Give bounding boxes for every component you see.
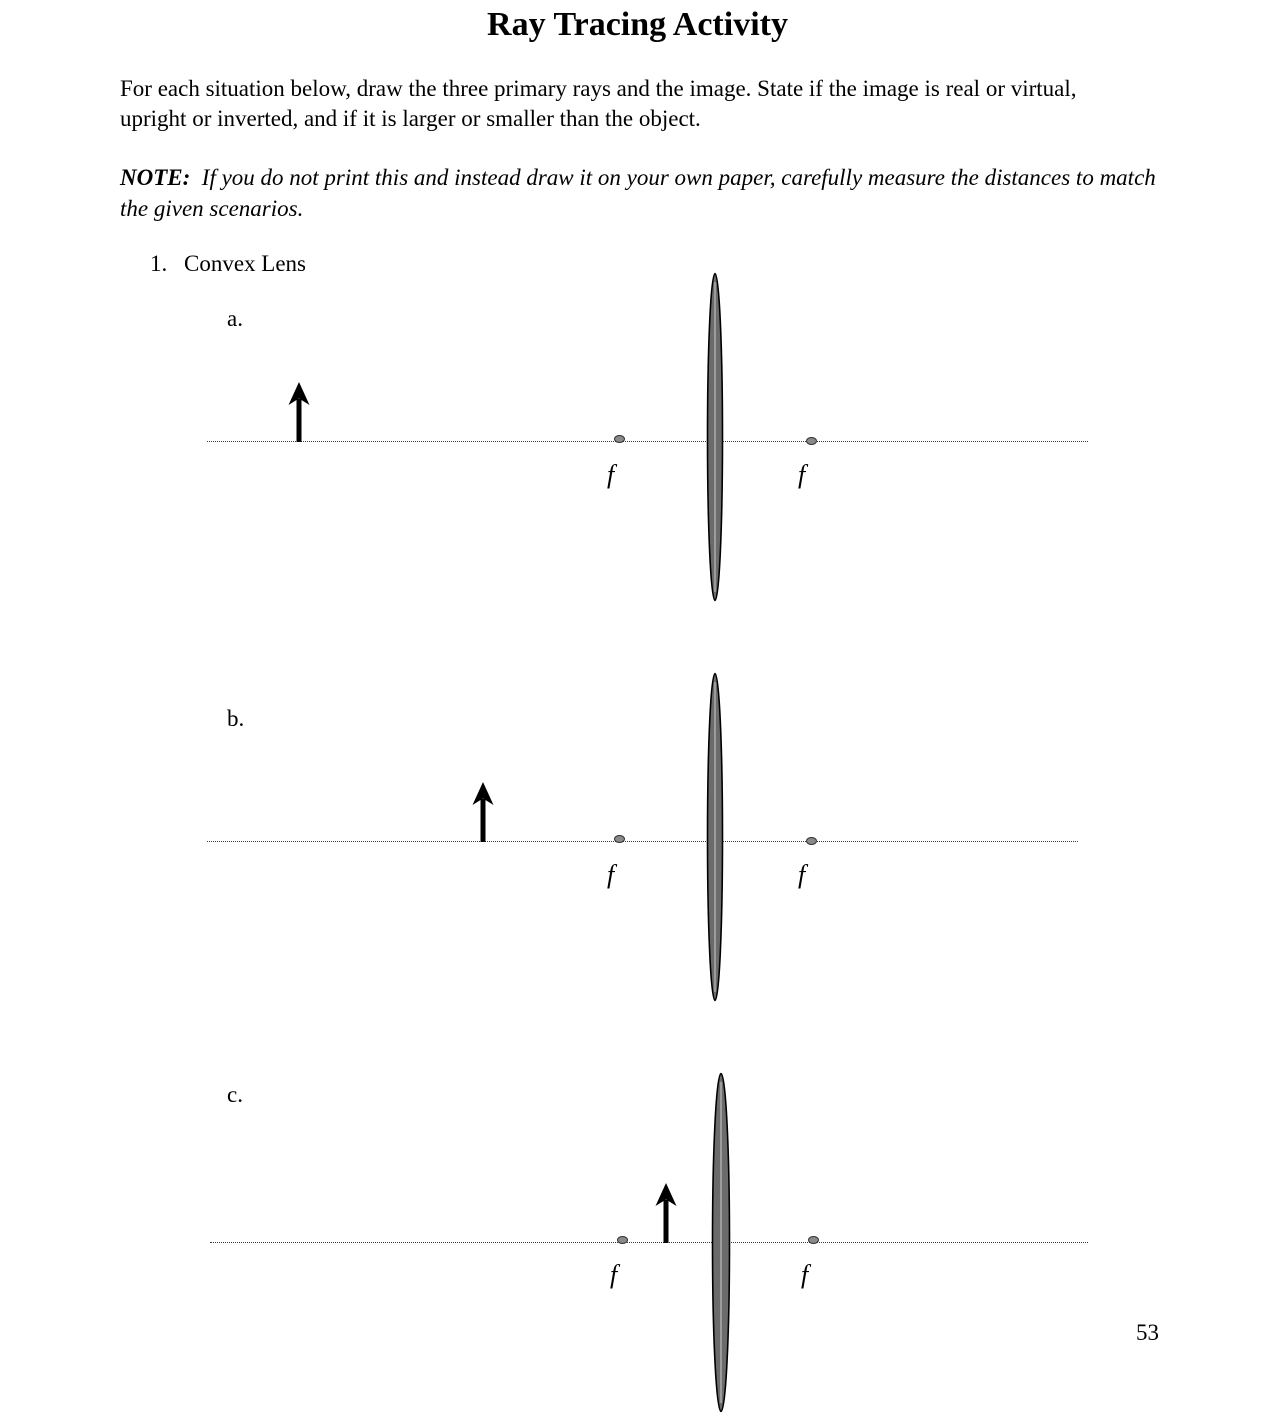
diagram-c-object-arrow [652,1183,680,1248]
diagram-b-focal-point-left [614,835,625,843]
diagram-c-label: c. [227,1082,243,1107]
diagram-a-object-arrow [285,382,313,447]
diagram-a-convex-lens [706,272,724,607]
diagram-c-axis [210,1242,1088,1243]
note-label: NOTE: [120,165,191,190]
diagram-b-object-arrow [469,782,497,847]
diagram-c-focal-point-right [808,1236,819,1244]
diagram-a-focal-label-right: f [798,460,806,489]
diagram-c-focal-label-right: f [801,1260,809,1289]
list-item-convex-lens [150,251,306,277]
intro-text: For each situation below, draw the three primary rays and the image. State if the image is real or virtual, upright or inverted, and if it is larger or smaller than the object. [120,76,1077,132]
diagram-b-focal-point-right [806,837,817,845]
convex-lens-icon [711,1072,731,1413]
diagram-a-focal-label-left: f [607,460,615,489]
up-arrow-icon [285,382,313,442]
up-arrow-icon [652,1183,680,1243]
page-title: Ray Tracing Activity [487,6,788,43]
note-paragraph [120,162,1185,224]
convex-lens-icon [706,672,724,1002]
diagram-c-focal-point-left [617,1236,628,1244]
diagram-a-axis [207,441,1088,442]
item-title: Convex Lens [184,251,307,276]
diagram-a-label: a. [227,306,243,331]
diagram-b-label: b. [227,706,245,731]
convex-lens-icon [706,272,724,602]
item-number: 1. [150,251,168,276]
note-body: If you do not print this and instead draw it on your own paper, carefully measure the distances to match the given scenarios. [120,165,1156,222]
diagram-c-focal-label-left: f [610,1260,618,1289]
page-number: 53 [1136,1320,1159,1345]
up-arrow-icon [469,782,497,842]
diagram-b-focal-label-left: f [607,860,615,889]
diagram-a-focal-point-left [614,435,625,443]
diagram-b-convex-lens [706,672,724,1007]
diagram-b-focal-label-right: f [798,860,806,889]
diagram-a-focal-point-right [806,437,817,445]
diagram-b-axis [207,841,1078,842]
diagram-c-convex-lens [711,1072,731,1418]
